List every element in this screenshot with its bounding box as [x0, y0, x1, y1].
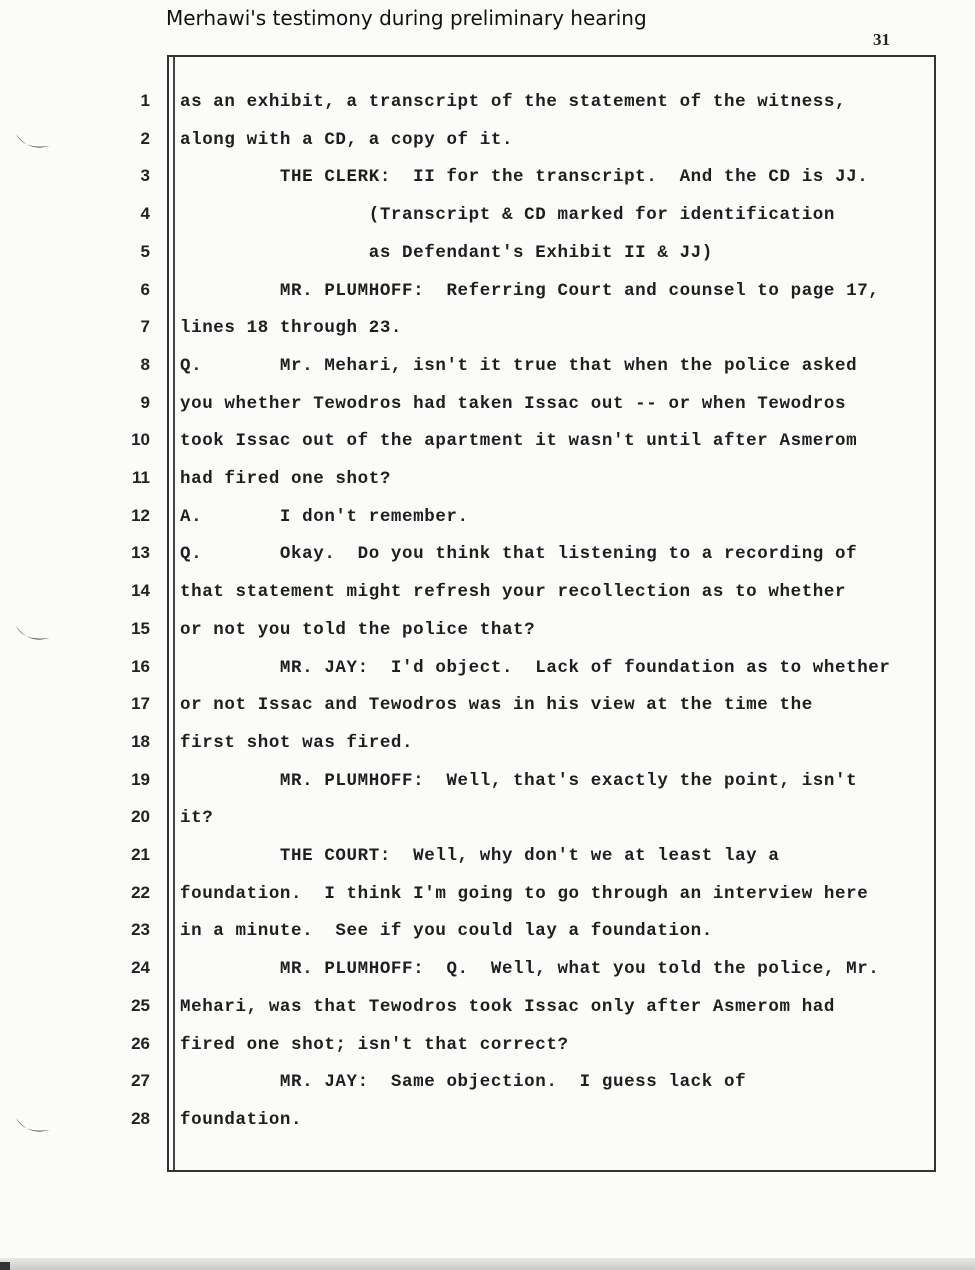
line-number: 20 — [131, 807, 150, 826]
line-number: 10 — [131, 430, 150, 449]
line-number: 19 — [131, 770, 150, 789]
line-number: 6 — [140, 280, 150, 299]
transcript-line: MR. PLUMHOFF: Referring Court and counsel to page 17, — [180, 281, 880, 301]
transcript-line: you whether Tewodros had taken Issac out -- or when Tewodros — [180, 394, 847, 414]
line-number: 1 — [140, 91, 150, 110]
line-number: 8 — [140, 355, 150, 374]
transcript-line: along with a CD, a copy of it. — [180, 130, 514, 150]
line-number: 26 — [131, 1034, 150, 1053]
transcript-line: MR. PLUMHOFF: Well, that's exactly the point, isn't — [180, 771, 858, 791]
transcript-line: it? — [180, 808, 214, 828]
transcript-line: Q. Okay. Do you think that listening to a recording of — [180, 544, 858, 564]
transcript-line: took Issac out of the apartment it wasn't until after Asmerom — [180, 431, 858, 451]
line-number: 27 — [131, 1071, 150, 1090]
line-number: 2 — [140, 129, 150, 148]
transcript-line: MR. PLUMHOFF: Q. Well, what you told the police, Mr. — [180, 959, 880, 979]
line-number: 13 — [131, 543, 150, 562]
line-number: 21 — [131, 845, 150, 864]
line-number: 23 — [131, 920, 150, 939]
line-number: 18 — [131, 732, 150, 751]
line-number: 12 — [131, 506, 150, 525]
transcript-line: as Defendant's Exhibit II & JJ) — [180, 243, 713, 263]
transcript-line: had fired one shot? — [180, 469, 391, 489]
line-number: 5 — [140, 242, 150, 261]
line-number: 7 — [140, 317, 150, 336]
line-number: 16 — [131, 657, 150, 676]
transcript-line: first shot was fired. — [180, 733, 414, 753]
transcript-line: foundation. — [180, 1110, 303, 1130]
transcript-line: MR. JAY: I'd object. Lack of foundation as to whether — [180, 658, 891, 678]
transcript-line: MR. JAY: Same objection. I guess lack of — [180, 1072, 747, 1092]
transcript-line: THE COURT: Well, why don't we at least lay a — [180, 846, 780, 866]
transcript-line: fired one shot; isn't that correct? — [180, 1035, 569, 1055]
line-number: 3 — [140, 166, 150, 185]
transcript-line: or not you told the police that? — [180, 620, 536, 640]
transcript-line: or not Issac and Tewodros was in his view at the time the — [180, 695, 813, 715]
line-number: 28 — [131, 1109, 150, 1128]
transcript-line: (Transcript & CD marked for identification — [180, 205, 836, 225]
transcript-line: A. I don't remember. — [180, 507, 469, 527]
transcript-line: THE CLERK: II for the transcript. And the CD is JJ. — [180, 167, 869, 187]
transcript-line: foundation. I think I'm going to go through an interview here — [180, 884, 869, 904]
transcript-line: Q. Mr. Mehari, isn't it true that when the police asked — [180, 356, 858, 376]
page-caption: Merhawi's testimony during preliminary hearing — [166, 6, 647, 30]
margin-rule — [173, 57, 175, 1170]
page-number: 31 — [873, 30, 890, 49]
scan-edge — [0, 1258, 975, 1270]
transcript-line: lines 18 through 23. — [180, 318, 403, 338]
line-number: 22 — [131, 883, 150, 902]
transcript-line: in a minute. See if you could lay a foundation. — [180, 921, 713, 941]
line-number: 11 — [132, 468, 150, 487]
line-number: 24 — [131, 958, 150, 977]
line-number: 4 — [140, 204, 150, 223]
line-number: 15 — [131, 619, 150, 638]
line-number: 14 — [131, 581, 150, 600]
transcript-line: Mehari, was that Tewodros took Issac only after Asmerom had — [180, 997, 836, 1017]
transcript-line: as an exhibit, a transcript of the statement of the witness, — [180, 92, 847, 112]
line-number: 9 — [140, 393, 150, 412]
line-number: 17 — [131, 694, 150, 713]
scan-edge-corner — [0, 1262, 10, 1270]
line-number: 25 — [131, 996, 150, 1015]
transcript-line: that statement might refresh your recollection as to whether — [180, 582, 847, 602]
